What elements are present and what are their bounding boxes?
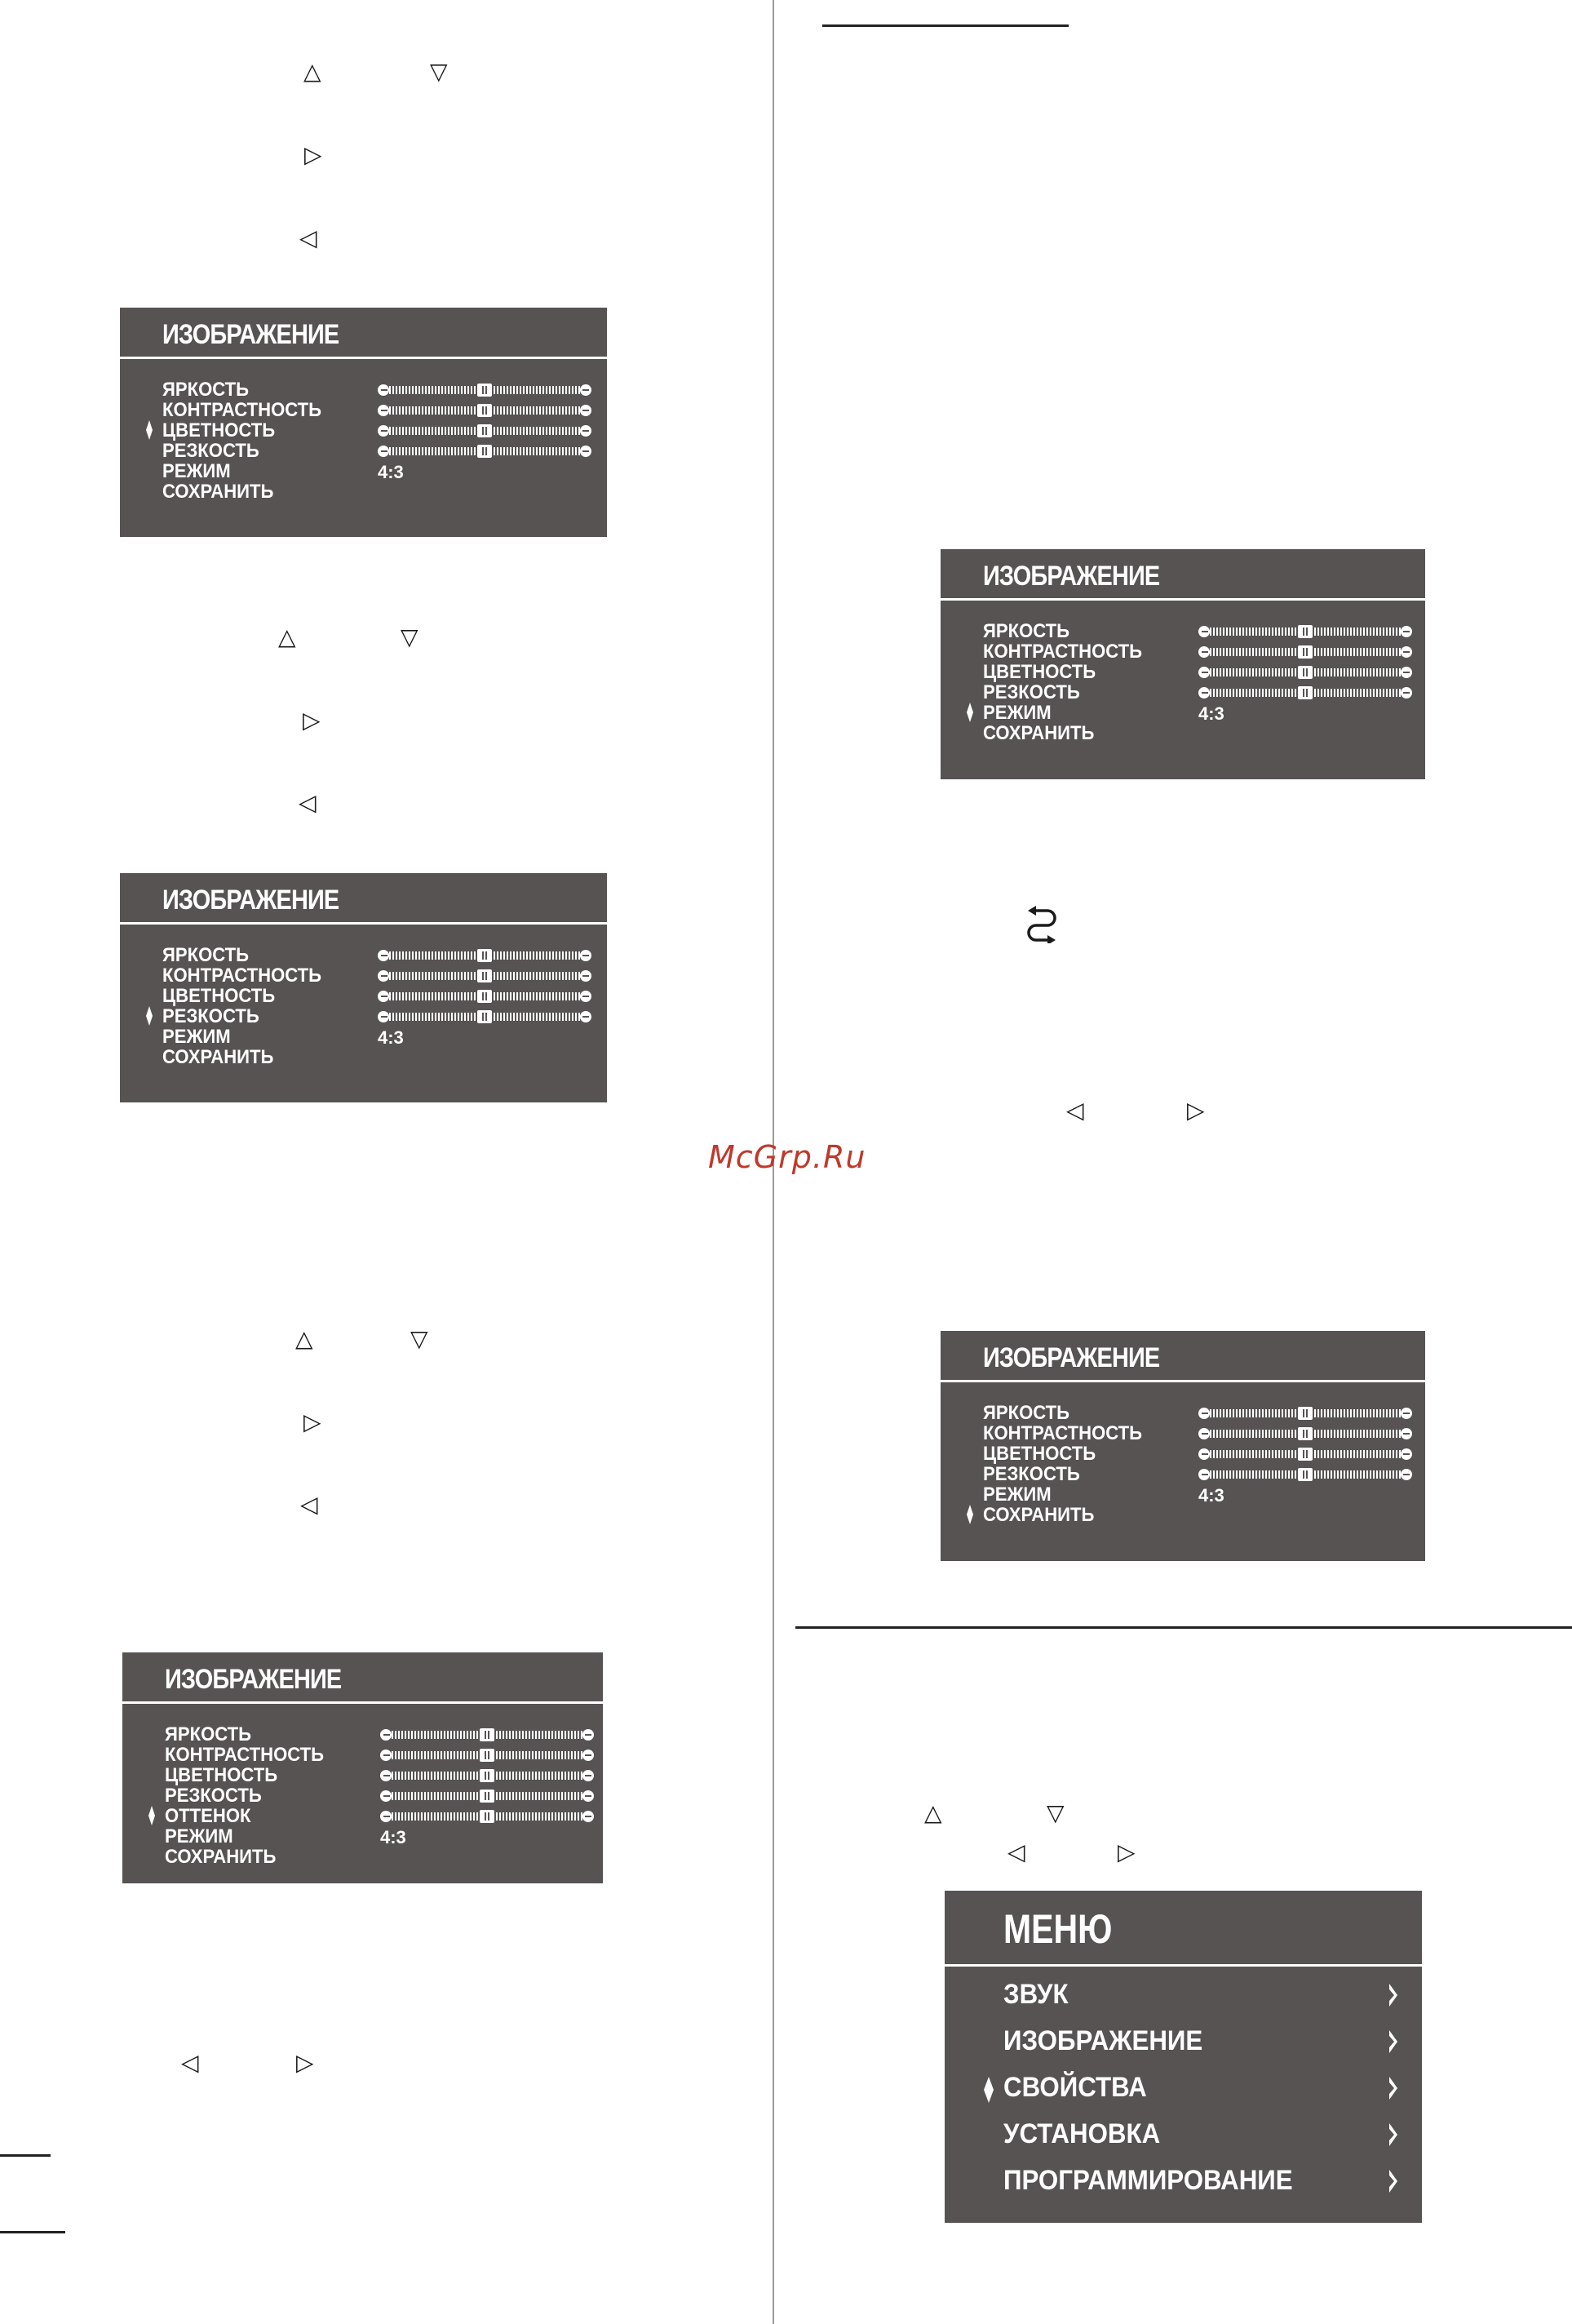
slider-knob[interactable]: [477, 445, 492, 458]
slider-min-icon: [1198, 1448, 1210, 1460]
osd-item-5[interactable]: ОТТЕНОК: [165, 1805, 251, 1827]
slider-max-icon: [580, 405, 591, 416]
mode-value: 4:3: [378, 1027, 404, 1048]
slider-knob[interactable]: [477, 949, 492, 962]
slider-max-icon: [1401, 1428, 1412, 1439]
osd-item-6[interactable]: СОХРАНИТЬ: [983, 722, 1095, 744]
osd-panel: [941, 1331, 1425, 1561]
slider-knob[interactable]: [1298, 1427, 1313, 1440]
up-arrow-icon: △: [295, 1325, 313, 1352]
slider-knob[interactable]: [477, 990, 492, 1003]
osd-slider[interactable]: [378, 991, 591, 1002]
osd-item-2[interactable]: КОНТРАСТНОСТЬ: [983, 641, 1143, 663]
footer-rule-1: [0, 2154, 51, 2157]
mode-value: 4:3: [1198, 703, 1224, 724]
osd-slider[interactable]: [380, 1811, 594, 1822]
right-arrow-icon: ▷: [303, 1408, 321, 1435]
osd-item-2[interactable]: КОНТРАСТНОСТЬ: [983, 1422, 1143, 1444]
slider-min-icon: [378, 970, 389, 982]
osd-item-3[interactable]: ЦВЕТНОСТЬ: [983, 661, 1096, 683]
footer-rule-2: [0, 2231, 65, 2233]
right-arrow-icon: ▷: [1118, 1838, 1136, 1865]
slider-knob[interactable]: [477, 404, 492, 417]
right-arrow-icon: ▷: [1187, 1097, 1205, 1124]
slider-min-icon: [1198, 646, 1210, 658]
slider-max-icon: [1401, 1448, 1412, 1460]
osd-title-divider: [941, 1380, 1425, 1382]
osd-slider[interactable]: [378, 446, 591, 457]
down-arrow-icon: ▽: [430, 58, 448, 85]
osd-slider[interactable]: [378, 1011, 591, 1022]
osd-slider[interactable]: [378, 384, 591, 396]
slider-knob[interactable]: [480, 1749, 494, 1762]
slider-max-icon: [582, 1790, 594, 1802]
osd-item-6[interactable]: СОХРАНИТЬ: [162, 1046, 274, 1068]
slider-max-icon: [1401, 1408, 1412, 1419]
osd-slider[interactable]: [1198, 646, 1412, 658]
slider-min-icon: [1198, 1408, 1210, 1419]
left-arrow-icon: ◁: [299, 224, 317, 251]
chevron-right-icon: [1389, 2030, 1397, 2053]
osd-title-divider: [120, 922, 607, 925]
slider-max-icon: [1401, 667, 1412, 678]
down-arrow-icon: ▽: [1047, 1799, 1065, 1826]
selection-cursor-icon: [967, 1505, 973, 1524]
osd-item-2[interactable]: КОНТРАСТНОСТЬ: [162, 399, 322, 421]
slider-max-icon: [580, 991, 591, 1002]
slider-knob[interactable]: [480, 1728, 494, 1741]
slider-max-icon: [580, 384, 591, 396]
right-arrow-icon: ▷: [303, 707, 321, 734]
osd-title: ИЗОБРАЖЕНИЕ: [165, 1664, 342, 1695]
slider-min-icon: [378, 446, 389, 457]
osd-item-5[interactable]: РЕЖИМ: [162, 1026, 231, 1048]
slider-knob[interactable]: [477, 424, 492, 437]
slider-min-icon: [1198, 687, 1210, 699]
slider-max-icon: [580, 1011, 591, 1022]
osd-slider[interactable]: [380, 1770, 594, 1781]
slider-max-icon: [580, 970, 591, 982]
slider-min-icon: [1198, 667, 1210, 678]
up-arrow-icon: △: [303, 58, 321, 85]
right-arrow-icon: ▷: [296, 2049, 314, 2076]
slider-max-icon: [580, 446, 591, 457]
osd-title: ИЗОБРАЖЕНИЕ: [983, 1342, 1160, 1373]
selection-cursor-icon: [148, 1806, 155, 1825]
selection-cursor-icon: [146, 420, 153, 440]
slider-knob[interactable]: [480, 1790, 494, 1803]
slider-knob[interactable]: [1298, 1468, 1313, 1481]
osd-slider[interactable]: [1198, 687, 1412, 699]
osd-item-1[interactable]: ЯРКОСТЬ: [983, 1402, 1070, 1424]
osd-slider[interactable]: [1198, 626, 1412, 637]
osd-item-6[interactable]: СОХРАНИТЬ: [162, 481, 274, 503]
watermark: McGrp.Ru: [708, 1139, 866, 1175]
up-arrow-icon: △: [924, 1799, 942, 1826]
osd-title: ИЗОБРАЖЕНИЕ: [983, 561, 1160, 592]
slider-knob[interactable]: [1298, 686, 1313, 699]
slider-max-icon: [580, 425, 591, 437]
osd-panel: [122, 1652, 603, 1883]
osd-item-1[interactable]: ЯРКОСТЬ: [983, 620, 1070, 642]
osd-slider[interactable]: [378, 950, 591, 961]
slider-min-icon: [380, 1729, 392, 1741]
osd-panel: [120, 308, 607, 537]
slider-max-icon: [582, 1729, 594, 1741]
osd-item-3[interactable]: ЦВЕТНОСТЬ: [983, 1443, 1096, 1465]
main-menu: [945, 1891, 1422, 2223]
osd-panel: [941, 549, 1425, 779]
osd-item-1[interactable]: ЯРКОСТЬ: [162, 379, 250, 401]
osd-item-3[interactable]: ЦВЕТНОСТЬ: [162, 985, 276, 1007]
osd-item-1[interactable]: ЯРКОСТЬ: [162, 944, 250, 966]
slider-max-icon: [580, 950, 591, 961]
slider-knob[interactable]: [480, 1769, 494, 1782]
slider-knob[interactable]: [1298, 1407, 1313, 1420]
slider-min-icon: [378, 950, 389, 961]
slider-min-icon: [380, 1750, 392, 1761]
slider-knob[interactable]: [1298, 625, 1313, 638]
osd-slider[interactable]: [1198, 1408, 1412, 1419]
osd-item-3[interactable]: ЦВЕТНОСТЬ: [162, 419, 276, 441]
top-right-rule: [822, 24, 1069, 27]
slider-knob[interactable]: [1298, 666, 1313, 679]
menu-item-2[interactable]: ИЗОБРАЖЕНИЕ: [1003, 2025, 1203, 2056]
slider-min-icon: [1198, 1469, 1210, 1480]
slider-min-icon: [378, 1011, 389, 1022]
chevron-right-icon: [1389, 2170, 1397, 2193]
menu-item-1[interactable]: ЗВУК: [1003, 1979, 1069, 2010]
osd-slider[interactable]: [1198, 667, 1412, 678]
slider-min-icon: [380, 1790, 392, 1802]
selection-cursor-icon: [984, 2077, 994, 2103]
selection-cursor-icon: [146, 1006, 153, 1026]
mode-value: 4:3: [1198, 1485, 1224, 1506]
osd-item-5[interactable]: РЕЖИМ: [983, 702, 1052, 724]
osd-item-6[interactable]: РЕЖИМ: [165, 1825, 233, 1847]
osd-title: ИЗОБРАЖЕНИЕ: [162, 319, 339, 350]
slider-max-icon: [1401, 687, 1412, 699]
left-arrow-icon: ◁: [1066, 1097, 1084, 1124]
slider-max-icon: [1401, 646, 1412, 658]
selection-cursor-icon: [967, 703, 973, 722]
osd-item-7[interactable]: СОХРАНИТЬ: [165, 1846, 277, 1868]
osd-title-divider: [122, 1701, 603, 1704]
osd-slider[interactable]: [380, 1750, 594, 1761]
osd-panel: [120, 873, 607, 1102]
slider-min-icon: [378, 991, 389, 1002]
osd-slider[interactable]: [378, 405, 591, 416]
slider-max-icon: [582, 1750, 594, 1761]
slider-knob[interactable]: [480, 1810, 494, 1823]
osd-slider[interactable]: [1198, 1469, 1412, 1480]
osd-title: ИЗОБРАЖЕНИЕ: [162, 885, 339, 916]
slider-knob[interactable]: [1298, 645, 1313, 659]
slider-min-icon: [1198, 1428, 1210, 1439]
osd-item-4[interactable]: РЕЗКОСТЬ: [983, 681, 1080, 703]
left-arrow-icon: ◁: [300, 1491, 318, 1518]
slider-max-icon: [1401, 1469, 1412, 1480]
osd-item-6[interactable]: СОХРАНИТЬ: [983, 1504, 1095, 1526]
osd-slider[interactable]: [378, 425, 591, 437]
chevron-right-icon: [1389, 1984, 1397, 2007]
slider-min-icon: [378, 425, 389, 437]
menu-title-divider: [945, 1964, 1422, 1967]
osd-item-4[interactable]: РЕЗКОСТЬ: [162, 440, 259, 462]
osd-item-1[interactable]: ЯРКОСТЬ: [165, 1723, 252, 1745]
slider-min-icon: [378, 384, 389, 396]
slider-knob[interactable]: [477, 969, 492, 982]
osd-slider[interactable]: [380, 1790, 594, 1802]
mode-value: 4:3: [380, 1827, 406, 1847]
up-arrow-icon: △: [278, 623, 296, 650]
osd-title-divider: [941, 598, 1425, 601]
osd-item-5[interactable]: РЕЖИМ: [983, 1484, 1052, 1506]
left-arrow-icon: ◁: [299, 789, 317, 816]
chevron-right-icon: [1389, 2077, 1397, 2100]
slider-max-icon: [582, 1811, 594, 1822]
menu-item-4[interactable]: УСТАНОВКА: [1003, 2118, 1161, 2149]
menu-title: МЕНЮ: [1003, 1906, 1113, 1952]
section-rule: [795, 1626, 1572, 1629]
osd-item-4[interactable]: РЕЗКОСТЬ: [165, 1785, 262, 1807]
menu-item-3[interactable]: СВОЙСТВА: [1003, 2072, 1147, 2103]
chevron-right-icon: [1389, 2123, 1397, 2146]
osd-slider[interactable]: [1198, 1428, 1412, 1439]
slider-min-icon: [380, 1811, 392, 1822]
down-arrow-icon: ▽: [410, 1325, 428, 1352]
mode-value: 4:3: [378, 462, 404, 482]
slider-min-icon: [378, 405, 389, 416]
slider-knob[interactable]: [477, 384, 492, 397]
menu-item-5[interactable]: ПРОГРАММИРОВАНИЕ: [1003, 2165, 1293, 2196]
osd-item-2[interactable]: КОНТРАСТНОСТЬ: [162, 965, 322, 987]
osd-item-5[interactable]: РЕЖИМ: [162, 460, 231, 482]
slider-min-icon: [380, 1770, 392, 1781]
slider-min-icon: [1198, 626, 1210, 637]
osd-item-2[interactable]: КОНТРАСТНОСТЬ: [165, 1744, 325, 1766]
swap-icon: [1023, 904, 1061, 943]
slider-max-icon: [1401, 626, 1412, 637]
left-arrow-icon: ◁: [1007, 1838, 1025, 1865]
slider-knob[interactable]: [1298, 1448, 1313, 1461]
osd-item-4[interactable]: РЕЗКОСТЬ: [983, 1463, 1080, 1485]
osd-slider[interactable]: [1198, 1448, 1412, 1460]
osd-slider[interactable]: [380, 1729, 594, 1741]
down-arrow-icon: ▽: [401, 623, 418, 650]
osd-title-divider: [120, 357, 607, 359]
left-arrow-icon: ◁: [181, 2049, 199, 2076]
slider-max-icon: [582, 1770, 594, 1781]
osd-slider[interactable]: [378, 970, 591, 982]
osd-item-3[interactable]: ЦВЕТНОСТЬ: [165, 1764, 278, 1786]
slider-knob[interactable]: [477, 1010, 492, 1023]
osd-item-4[interactable]: РЕЗКОСТЬ: [162, 1005, 259, 1027]
right-arrow-icon: ▷: [304, 141, 322, 168]
